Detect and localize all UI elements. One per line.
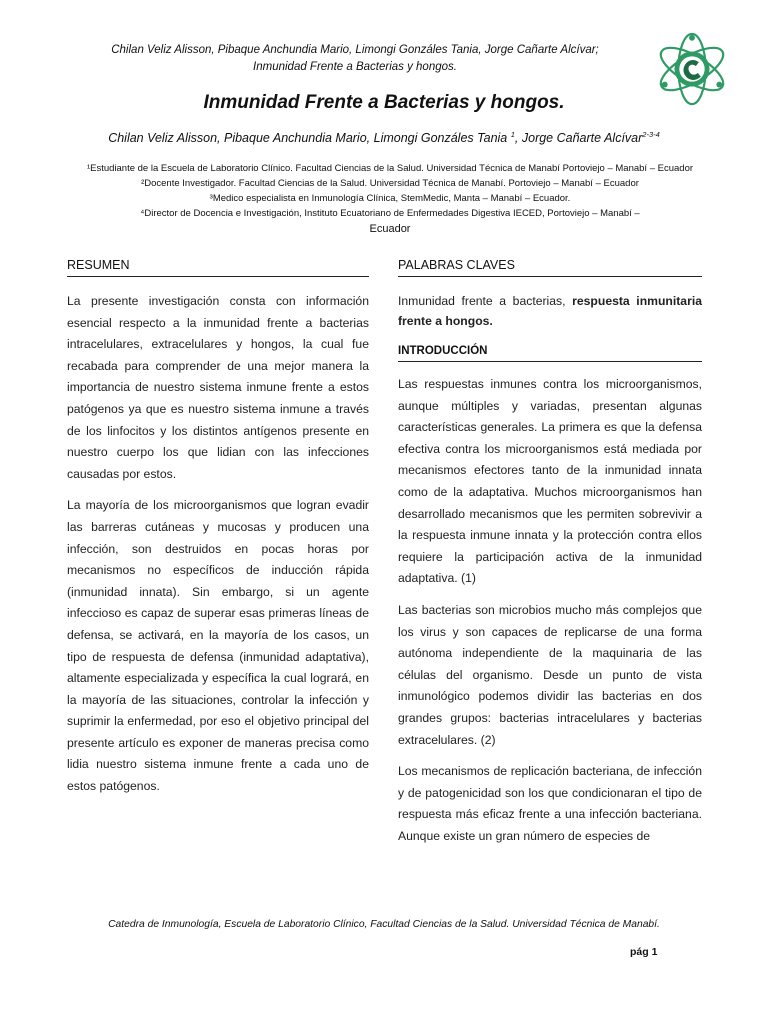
author-last: , Jorge Cañarte Alcívar (514, 131, 643, 146)
intro-paragraph-3: Los mecanismos de replicación bacteriana, de infección y de patogenicidad son los que condicionaran el tipo de respuesta más eficaz frente a una infección bacteriana. Aunque existe un gran número de especies de (398, 764, 702, 843)
paper-title: Inmunidad Frente a Bacterias y hongos. (203, 92, 565, 113)
intro-paragraph-1: Las respuestas inmunes contra los microorganismos, aunque múltiples y variadas, presentan algunas características generales. La primera es que la defensa efectiva contra los microorganismos está mediada por mecanismos efectores tanto de la inmunidad innata como de la adaptativa. Muchos microorganismos han desarrollado mecanismos que les permiten sobrevivir a la respuesta inmune innata y la protección contra ellos requiere la participación activa de la inmunidad adaptativa. (1) (398, 377, 702, 586)
page-number: pág 1 (630, 946, 658, 958)
affiliations (80, 161, 700, 237)
resumen-paragraph-1: La presente investigación consta con información esencial respecto a la inmunidad frente a bacterias intracelulares, extracelulares y hongos, la cual fue recabada para comprender de una mejor manera la importancia de nuestro sistema inmune frente a estos patógenos ya que es nuestro sistema inmune a través de los linfocitos y los distintos antígenos presente en nuestro cuerpo los que lidian con las infecciones causadas por estos. (67, 294, 369, 481)
running-title: Inmunidad Frente a Bacterias y hongos. (253, 61, 457, 73)
keywords-plain: Inmunidad frente a bacterias, (398, 294, 573, 308)
palabras-claves-heading: PALABRAS CLAVES (398, 258, 702, 277)
resumen-paragraph-2: La mayoría de los microorganismos que logran evadir las barreras cutáneas y mucosas y producen una infección, son destruidos en pocas horas por mecanismos no específicos de inducción rápida (inmunidad innata). Sin embargo, si un agente infeccioso es capaz de superar esas primeras líneas de defensa, se activará, en la mayoría de los casos, un tipo de respuesta de defensa (inmunidad adaptativa), altamente especializada y específica la cual logrará, en la mayoría de las situaciones, controlar la infección y suprimir la enfermedad, por eso el objetivo principal del presente artículo es exponer de maneras precisa como lidia nuestro sistema inmune frente a cada uno de estos patógenos. (67, 498, 369, 794)
intro-paragraph-2: Las bacterias son microbios mucho más complejos que los virus y son capaces de replicarse de una forma autónoma independiente de la maquinaria de las células del organismo. Desde un punto de vista inmunológico podemos dividir las bacterias en dos grandes grupos: bacterias intracelulares y bacterias extracelulares. (2) (398, 602, 702, 747)
affiliation-2: ²Docente Investigador. Facultad Ciencias de la Salud. Universidad Técnica de Manabí. Portoviejo – Manabí – Ecuador (141, 178, 639, 189)
keywords (398, 291, 702, 331)
author-superscript-1: 1 (510, 130, 515, 139)
running-authors: Chilan Veliz Alisson, Pibaque Anchundia Mario, Limongi Gonzáles Tania, Jorge Cañarte Alcívar; (111, 44, 599, 56)
resumen-heading: RESUMEN (67, 258, 369, 277)
author-list (0, 130, 768, 145)
author-names: Chilan Veliz Alisson, Pibaque Anchundia Mario, Limongi Gonzáles Tania (108, 131, 508, 146)
author-superscript-2: 2-3-4 (642, 130, 660, 139)
affiliation-4-country: Ecuador (369, 223, 411, 235)
left-column (67, 258, 369, 808)
right-column (398, 258, 702, 857)
introduccion-heading: INTRODUCCIÓN (398, 345, 702, 362)
page-footer: Catedra de Inmunología, Escuela de Laboratorio Clínico, Facultad Ciencias de la Salud. Universidad Técnica de Manabí. (108, 919, 660, 930)
affiliation-4: ⁴Director de Docencia e Investigación, Instituto Ecuatoriano de Enfermedades Digestiva IECED, Portoviejo – Manabí – (140, 208, 640, 219)
affiliation-3: ³Medico especialista en Inmunología Clínica, StemMedic, Manta – Manabí – Ecuador. (209, 193, 571, 204)
keywords-bold: respuesta inmunitaria frente a hongos. (398, 294, 702, 328)
affiliation-1: ¹Estudiante de la Escuela de Laboratorio Clínico. Facultad Ciencias de la Salud. Universidad Técnica de Manabí Portoviejo – Manabí – Ecuador (86, 163, 694, 174)
running-header (60, 42, 650, 76)
